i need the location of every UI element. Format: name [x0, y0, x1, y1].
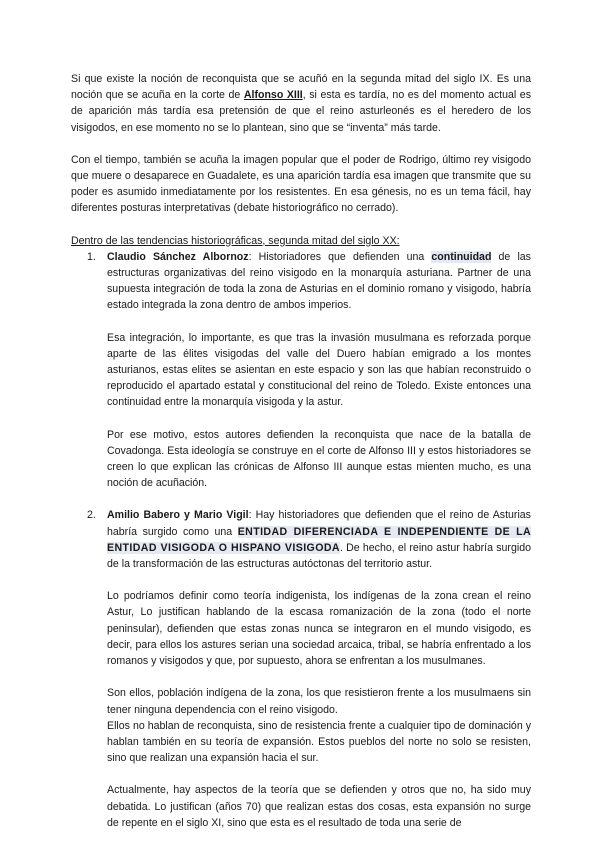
paragraph-integration: Esa integración, lo importante, es que tras la invasión musulmana es reforzada porque aparte de las élites visigodas del valle del Duero habían emigrado a los montes asturianos, estas elites se asientan en este espacio y son las que habían reconstruido o reproducido el apartado estatal y constitucional del reino de Toledo. Existe entonces una continuidad entre la monarquía visigoda y la astur. — [107, 331, 531, 409]
paragraph-rodrigo: Con el tiempo, también se acuña la imagen popular que el poder de Rodrigo, último rey visigodo que muere o desaparece en Guadalete, es una aparición tardía esa imagen que transmite que su poder es asumido inmediatamente por los resistentes. En esa génesis, no es un tema fácil, hay diferentes posturas interpretativas (debate historiográfico no cerrado). — [71, 153, 531, 215]
author-name: Claudio Sánchez Albornoz — [107, 250, 249, 263]
paragraph-text: . De hecho, el reino astur habría surgido de la transformación de las estructuras autóctonas del territorio astur. — [107, 541, 531, 571]
paragraph-text: : Historiadores que defienden una — [248, 250, 432, 263]
keyword-highlight: ENTIDAD DIFERENCIADA E INDEPENDIENTE DE LA ENTIDAD VISIGODA O HISPANO VISIGODA — [107, 525, 531, 554]
author-name: Amilio Babero y Mario Vigil — [107, 509, 249, 522]
alfonso-xiii-term: Alfonso XIII — [243, 89, 303, 102]
keyword-highlight: continuidad — [431, 250, 492, 263]
list-number: 1. — [87, 250, 96, 263]
paragraph-text: Si que existe la noción de reconquista que se acuñó en la segunda mitad del siglo IX. Es una noción que se acuña en la corte de — [71, 73, 531, 102]
paragraph-text: , si esta es tardía, no es del momento actual es de aparición más tardía esa pretensión de que el reino asturleonés es el heredero de los visigodos, en ese momento no se lo plantean, sino que se “inventa” más tarde. — [71, 89, 531, 134]
paragraph-text: : Hay historiadores que defienden que el reino de Asturias habría surgido como una — [107, 509, 531, 538]
paragraph-current-debate: Actualmente, hay aspectos de la teoría que se defienden y otros que no, ha sido muy debatida. Lo justifican (años 70) que realizan estas dos cosas, esta expansión no surge de repente en el siglo XI, sino que esta es el resultado de toda una serie de — [107, 784, 531, 829]
section-heading: Dentro de las tendencias historiográficas, segunda mitad del siglo XX: — [71, 234, 400, 247]
paragraph-indigenist: Lo podríamos definir como teoría indigenista, los indígenas de la zona crean el reino Astur, Lo justifican hablando de la escasa romanización de la zona (todo el norte peninsular), defienden que estas zonas nunca se integraron en el mundo visigodo, es decir, para ellos los astures serian una sociedad arcaica, tribal, se habría enfrentado a los romanos y visigodos y que, por supuesto, ahora se enfrentan a los musulmanes. — [107, 590, 531, 668]
paragraph-resistance: Son ellos, población indígena de la zona, los que resistieron frente a los musulmaens sin tener ninguna dependencia con el reino visigodo. — [107, 687, 531, 716]
paragraph-text: de las estructuras organizativas del reino visigodo en la monarquía asturiana. Partner de una supuesta integración de toda la zona de Asturias en el dominio romano y visigodo, habría estado integrada la zona dentro de ambos imperios. — [107, 250, 531, 312]
paragraph-independent-entity — [107, 507, 531, 572]
paragraph-expansion: Ellos no hablan de reconquista, sino de resistencia frente a cualquier tipo de dominación y hablan también en su teoría de expansión. Estos pueblos del norte no solo se resisten, sino que realizan una expansión hacia el sur. — [107, 719, 531, 765]
list-number: 2. — [87, 509, 96, 522]
paragraph-continuity — [107, 249, 531, 314]
paragraph-reconquista-notion — [71, 71, 531, 136]
document-body — [71, 71, 531, 831]
list-item-sanchez-albornoz — [71, 249, 531, 492]
paragraph-covadonga: Por ese motivo, estos autores defienden la reconquista que nace de la batalla de Covadonga. Esta ideología se construye en el corte de Alfonso III y estos historiadores se creen lo que explican las crónicas de Alfonso III aunque estas mienten mucho, es una noción de acuñación. — [107, 428, 531, 490]
list-item-barbero-vigil — [71, 507, 531, 830]
